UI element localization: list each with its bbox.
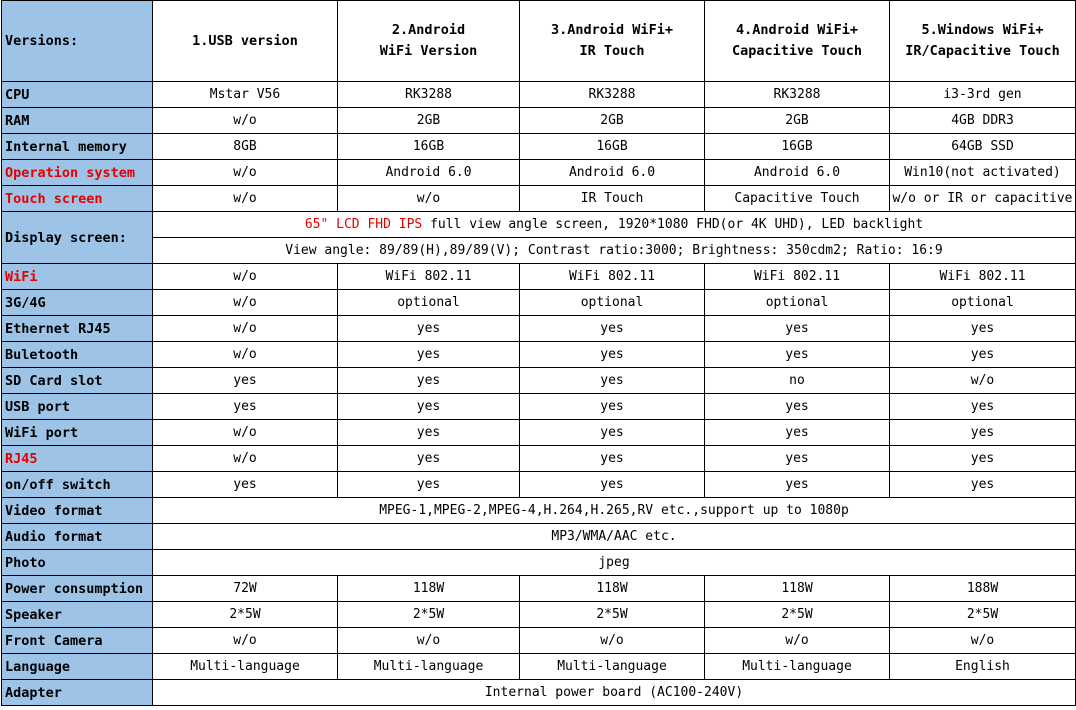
row-on-off-switch [2,472,1076,498]
row-power-consumption [2,576,1076,602]
row-operation-system [2,160,1076,186]
display-panel-highlight: 65" LCD FHD IPS [304,216,423,232]
cell: RK3288 [338,82,520,108]
row-adapter [2,680,1076,706]
row-touch-screen [2,186,1076,212]
cell: yes [705,342,890,368]
cell: optional [338,290,520,316]
row-usb-port [2,394,1076,420]
spec-table [1,0,1076,706]
cell: 2*5W [890,602,1076,628]
cell: yes [338,394,520,420]
cell: 188W [890,576,1076,602]
cell: 8GB [153,134,338,160]
row-wifi [2,264,1076,290]
header-row [2,1,1076,82]
version-3-header: 3.Android WiFi+ IR Touch [520,1,705,82]
row-rj45 [2,446,1076,472]
row-label: Display screen: [2,212,153,264]
cell: yes [338,316,520,342]
row-front-camera [2,628,1076,654]
cell: w/o [153,290,338,316]
cell: yes [705,316,890,342]
row-display-2 [2,238,1076,264]
cell: w/o [153,420,338,446]
cell: 2*5W [705,602,890,628]
cell: WiFi 802.11 [520,264,705,290]
row-ethernet [2,316,1076,342]
row-label: Buletooth [2,342,153,368]
cell: w/o [153,264,338,290]
row-label: WiFi port [2,420,153,446]
cell: optional [705,290,890,316]
cell: 16GB [520,134,705,160]
merged-cell: jpeg [153,550,1076,576]
cell: yes [890,446,1076,472]
merged-cell: Internal power board (AC100-240V) [153,680,1076,706]
row-label: 3G/4G [2,290,153,316]
version-2-header: 2.Android WiFi Version [338,1,520,82]
cell: w/o [153,108,338,134]
cell: Android 6.0 [338,160,520,186]
cell: 118W [520,576,705,602]
cell: yes [520,368,705,394]
cell: w/o [338,628,520,654]
cell: w/o [890,628,1076,654]
cell: yes [338,446,520,472]
cell: 2GB [338,108,520,134]
cell: yes [520,316,705,342]
cell: yes [890,316,1076,342]
cell: i3-3rd gen [890,82,1076,108]
cell: yes [520,472,705,498]
cell: Multi-language [153,654,338,680]
cell: yes [520,394,705,420]
cell: w/o [705,628,890,654]
row-label: Ethernet RJ45 [2,316,153,342]
cell: Android 6.0 [520,160,705,186]
cell: yes [520,446,705,472]
cell: 118W [338,576,520,602]
row-video-format [2,498,1076,524]
cell: yes [338,342,520,368]
cell: yes [705,420,890,446]
cell: WiFi 802.11 [890,264,1076,290]
cell: yes [520,420,705,446]
cell: Mstar V56 [153,82,338,108]
row-label: Audio format [2,524,153,550]
cell: optional [520,290,705,316]
cell: Multi-language [338,654,520,680]
row-label: Touch screen [2,186,153,212]
cell: no [705,368,890,394]
cell: 64GB SSD [890,134,1076,160]
row-label: CPU [2,82,153,108]
row-label: Internal memory [2,134,153,160]
cell: RK3288 [520,82,705,108]
row-label: Adapter [2,680,153,706]
row-ram [2,108,1076,134]
cell: yes [338,472,520,498]
cell: w/o [153,446,338,472]
cell: w/o [153,186,338,212]
cell: 2GB [520,108,705,134]
row-photo [2,550,1076,576]
cell: Capacitive Touch [705,186,890,212]
row-label: on/off switch [2,472,153,498]
row-cpu [2,82,1076,108]
cell: 2*5W [520,602,705,628]
cell: 72W [153,576,338,602]
cell: w/o [338,186,520,212]
row-display-1 [2,212,1076,238]
cell: IR Touch [520,186,705,212]
row-label: Speaker [2,602,153,628]
version-4-header: 4.Android WiFi+ Capacitive Touch [705,1,890,82]
cell: Win10(not activated) [890,160,1076,186]
display-spec-line-2: View angle: 89/89(H),89/89(V); Contrast ratio:3000; Brightness: 350cdm2; Ratio: 16:9 [153,238,1076,264]
row-3g-4g [2,290,1076,316]
display-panel-details: full view angle screen, 1920*1080 FHD(or 4K UHD), LED backlight [422,216,924,232]
cell: w/o [153,160,338,186]
cell: 118W [705,576,890,602]
cell: w/o [153,628,338,654]
cell: w/o [520,628,705,654]
row-wifi-port [2,420,1076,446]
version-1-header: 1.USB version [153,1,338,82]
versions-label: Versions: [2,1,153,82]
cell: 16GB [338,134,520,160]
cell: RK3288 [705,82,890,108]
row-label: Photo [2,550,153,576]
row-label: WiFi [2,264,153,290]
version-5-header: 5.Windows WiFi+ IR/Capacitive Touch [890,1,1076,82]
cell: yes [890,342,1076,368]
cell: yes [705,472,890,498]
cell: yes [338,368,520,394]
cell: English [890,654,1076,680]
row-audio-format [2,524,1076,550]
cell: yes [705,446,890,472]
cell: Multi-language [705,654,890,680]
cell: Multi-language [520,654,705,680]
cell: 2*5W [338,602,520,628]
cell: yes [890,472,1076,498]
row-sd-card [2,368,1076,394]
row-label: Power consumption [2,576,153,602]
cell: w/o or IR or capacitive [890,186,1076,212]
cell: yes [890,420,1076,446]
merged-cell: MPEG-1,MPEG-2,MPEG-4,H.264,H.265,RV etc.,support up to 1080p [153,498,1076,524]
cell: yes [705,394,890,420]
row-label: USB port [2,394,153,420]
row-label: RAM [2,108,153,134]
cell: optional [890,290,1076,316]
cell: yes [520,342,705,368]
cell: yes [153,472,338,498]
row-label: Front Camera [2,628,153,654]
cell: WiFi 802.11 [705,264,890,290]
merged-cell: MP3/WMA/AAC etc. [153,524,1076,550]
cell: w/o [153,342,338,368]
cell: 16GB [705,134,890,160]
row-label: SD Card slot [2,368,153,394]
cell: 2GB [705,108,890,134]
cell: WiFi 802.11 [338,264,520,290]
cell: yes [153,394,338,420]
row-speaker [2,602,1076,628]
cell: 2*5W [153,602,338,628]
row-internal-memory [2,134,1076,160]
cell: 4GB DDR3 [890,108,1076,134]
cell: w/o [153,316,338,342]
cell: w/o [890,368,1076,394]
display-spec-line-1 [153,212,1076,238]
row-language [2,654,1076,680]
row-bluetooth [2,342,1076,368]
row-label: Language [2,654,153,680]
cell: yes [338,420,520,446]
cell: Android 6.0 [705,160,890,186]
row-label: RJ45 [2,446,153,472]
row-label: Operation system [2,160,153,186]
cell: yes [153,368,338,394]
cell: yes [890,394,1076,420]
row-label: Video format [2,498,153,524]
